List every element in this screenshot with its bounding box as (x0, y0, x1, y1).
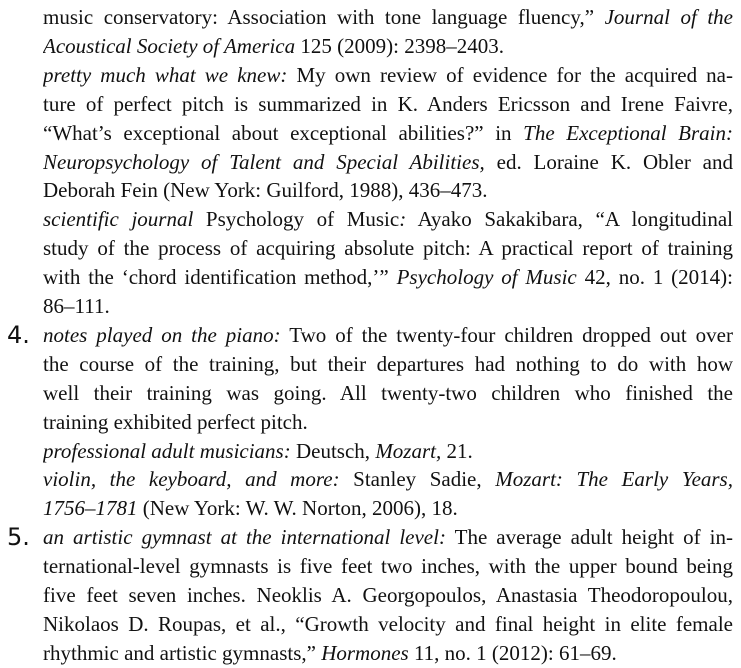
italic-text: 1756–1781 (43, 496, 138, 521)
text-line (43, 32, 733, 60)
text-run: My own review of evidence for the acquired na- (287, 62, 733, 87)
italic-text: Journal of the (604, 5, 733, 29)
text-line (43, 3, 733, 31)
text-run: Deborah Fein (New York: Guilford, 1988), 436–473. (43, 178, 488, 203)
text-line (43, 494, 733, 522)
text-run: study of the process of acquiring absolute pitch: A practical report of training (43, 236, 733, 261)
text-line (43, 523, 733, 551)
italic-text: Hormones (321, 640, 409, 665)
text-line (43, 148, 733, 176)
text-line (43, 552, 733, 580)
text-line (43, 119, 733, 147)
text-line (43, 292, 733, 320)
text-run: (New York: W. W. Norton, 2006), 18. (137, 496, 458, 521)
italic-text: Mozart, (375, 438, 442, 463)
text-run: five feet seven inches. Neoklis A. Georgopoulos, Anastasia Theodoropoulou, (43, 583, 733, 607)
text-run: 11, no. 1 (2012): 61–69. (408, 640, 617, 665)
text-run: “What’s exceptional about exceptional abilities?” in (43, 120, 524, 145)
text-run: 42, no. 1 (2014): (576, 265, 733, 290)
text-run: ture of perfect pitch is summarized in K. Anders Ericsson and Irene Faivre, (43, 91, 733, 116)
italic-text: Neuropsychology of Talent and Special Abilities, (43, 149, 485, 174)
text-run: The average adult height of in- (445, 525, 733, 550)
text-run: music conservatory: Association with tone language fluency,” (43, 5, 605, 29)
text-run: Deutsch, (290, 438, 376, 463)
text-run: 21. (441, 438, 473, 463)
text-run: with the ‘chord identification method,’” (43, 265, 397, 290)
note-number: 4. (7, 320, 30, 349)
text-line (43, 379, 733, 407)
text-line (43, 321, 733, 349)
text-run: Nikolaos D. Roupas, et al., “Growth velocity and final height in elite female (43, 611, 733, 636)
text-line (43, 234, 733, 262)
text-line (43, 639, 733, 667)
text-line (43, 437, 733, 465)
italic-text: violin, the keyboard, and more: (43, 467, 340, 492)
text-line (43, 408, 733, 436)
text-line (43, 176, 733, 204)
text-run: Ayako Sakakibara, “A longitudinal (406, 207, 733, 232)
text-line (43, 465, 733, 493)
text-run: training exhibited perfect pitch. (43, 409, 308, 434)
italic-text: Mozart: The Early Years, (495, 467, 733, 492)
italic-text: pretty much what we knew: (43, 62, 288, 87)
italic-text: : (399, 207, 407, 232)
text-line (43, 61, 733, 89)
note-number: 5. (7, 523, 30, 552)
text-line (43, 350, 733, 378)
text-line (43, 90, 733, 118)
text-run: 125 (2009): 2398–2403. (295, 33, 504, 58)
italic-text: Psychology of Music (396, 265, 577, 290)
text-line (43, 581, 733, 609)
text-run: ternational-level gymnasts is five feet two inches, with the upper bound being (43, 554, 733, 579)
italic-text: an artistic gymnast at the international level: (43, 525, 446, 550)
text-run: Psychology of Music (193, 207, 400, 232)
text-line (43, 263, 733, 291)
text-run: ed. Loraine K. Obler and (484, 149, 733, 174)
text-run: the course of the training, but their departures had nothing to do with how (43, 351, 733, 376)
text-run: Two of the twenty-four children dropped out over (280, 322, 733, 347)
italic-text: scientific journal (43, 207, 194, 232)
italic-text: professional adult musicians: (43, 438, 291, 463)
italic-text: The Exceptional Brain: (523, 120, 733, 145)
italic-text: notes played on the piano: (43, 322, 281, 347)
text-run: well their training was going. All twenty-two children who finished the (43, 380, 733, 405)
text-line (43, 205, 733, 233)
text-line (43, 610, 733, 638)
text-run: Stanley Sadie, (339, 467, 496, 492)
italic-text: Acoustical Society of America (43, 33, 296, 58)
text-run: rhythmic and artistic gymnasts,” (43, 640, 322, 665)
text-run: 86–111. (43, 294, 110, 318)
